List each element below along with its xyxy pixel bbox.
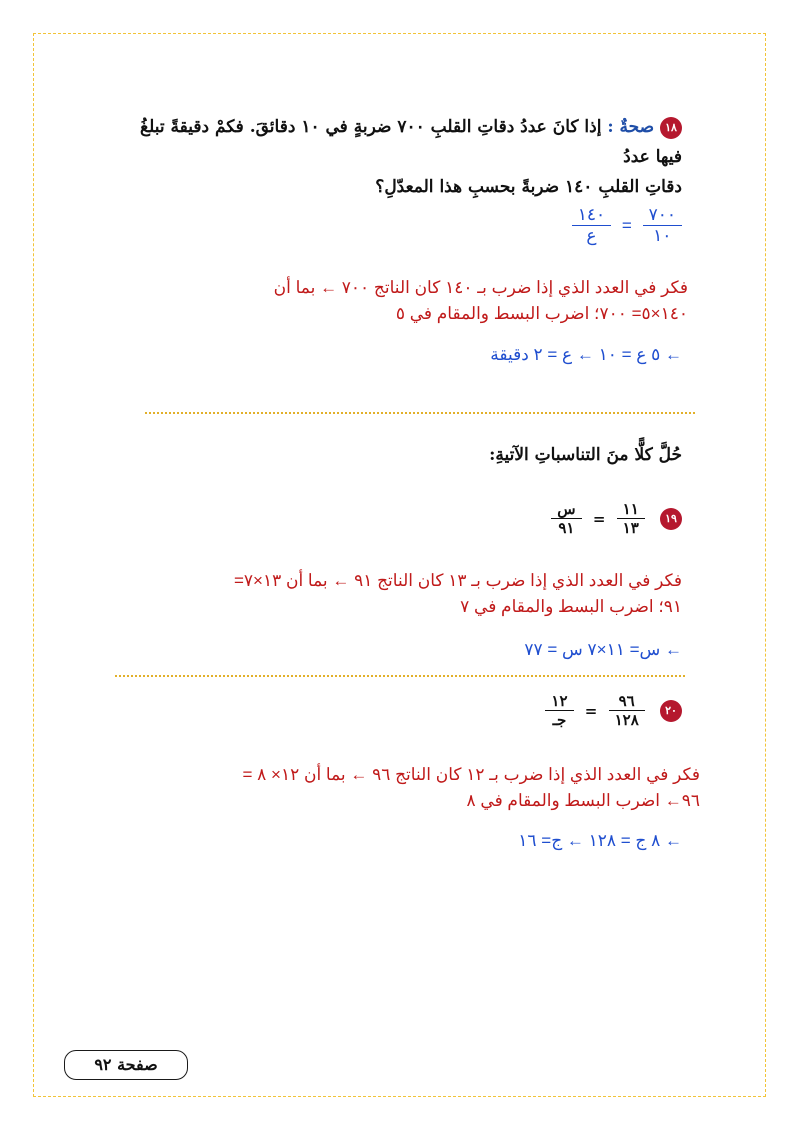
fraction-right: $\frac{٩٦}{١٢٨}$	[609, 692, 645, 729]
problem-20-answer: ← ٨ ج = ١٢٨ ← ج= ١٦	[518, 831, 682, 850]
problem-18-line2: دقاتِ القلبِ ١٤٠ ضربةً بحسبِ هذا المعدّلِ؟	[375, 177, 682, 197]
problem-number-badge: ٢٠	[660, 700, 682, 722]
equals-sign: =	[592, 509, 606, 528]
equals-sign: =	[621, 215, 632, 235]
problem-18-proportion	[572, 205, 682, 246]
section-divider	[145, 412, 695, 414]
problem-18-statement	[112, 112, 682, 202]
problem-18-answer: ← ٥ ع = ١٠ ← ع = ٢ دقيقة	[490, 345, 682, 364]
fraction-left: $\frac{١٢}{\text{جـ}}$	[545, 692, 573, 729]
problem-19-explanation: فكر في العدد الذي إذا ضرب بـ ١٣ كان الناتج ٩١ ← بما أن ١٣×٧= ٩١؛ اضرب البسط والمقام في ٧	[233, 571, 682, 616]
problem-20-explanation: فكر في العدد الذي إذا ضرب بـ ١٢ كان الناتج ٩٦ ← بما أن ١٢× ٨ = ٩٦← اضرب البسط والمقام في ٨	[242, 765, 700, 810]
problem-18-explanation: فكر في العدد الذي إذا ضرب بـ ١٤٠ كان الناتج ٧٠٠ ← بما أن ١٤٠×٥= ٧٠٠؛ اضرب البسط والمقام في ٥	[273, 278, 688, 323]
problem-topic: صحةٌ :	[607, 117, 655, 137]
section-divider	[115, 675, 685, 677]
equals-sign: =	[584, 701, 598, 720]
instruction-heading: حُلَّ كلًّا منَ التناسباتِ الآتيةِ:	[489, 445, 682, 465]
problem-20-proportion	[545, 692, 682, 729]
fraction-right: $\frac{٧٠٠}{١٠}$	[643, 205, 682, 246]
problem-number-badge: ١٨	[660, 117, 682, 139]
page-number-label: صفحة ٩٢	[64, 1050, 188, 1080]
problem-18-line1: إذا كانَ عددُ دقاتِ القلبِ ٧٠٠ ضربةٍ في ١٠ دقائقَ. فكمْ دقيقةً تبلغُ فيها عددُ	[140, 117, 682, 167]
problem-number-badge: ١٩	[660, 508, 682, 530]
fraction-left: $\frac{\text{س}}{٩١}$	[551, 500, 581, 537]
fraction-left: $\frac{١٤٠}{\text{ع}}$	[572, 205, 611, 246]
problem-19-answer: ← س= ١١×٧ س = ٧٧	[524, 640, 682, 659]
problem-19-proportion	[551, 500, 682, 537]
fraction-right: $\frac{١١}{١٣}$	[617, 500, 645, 537]
